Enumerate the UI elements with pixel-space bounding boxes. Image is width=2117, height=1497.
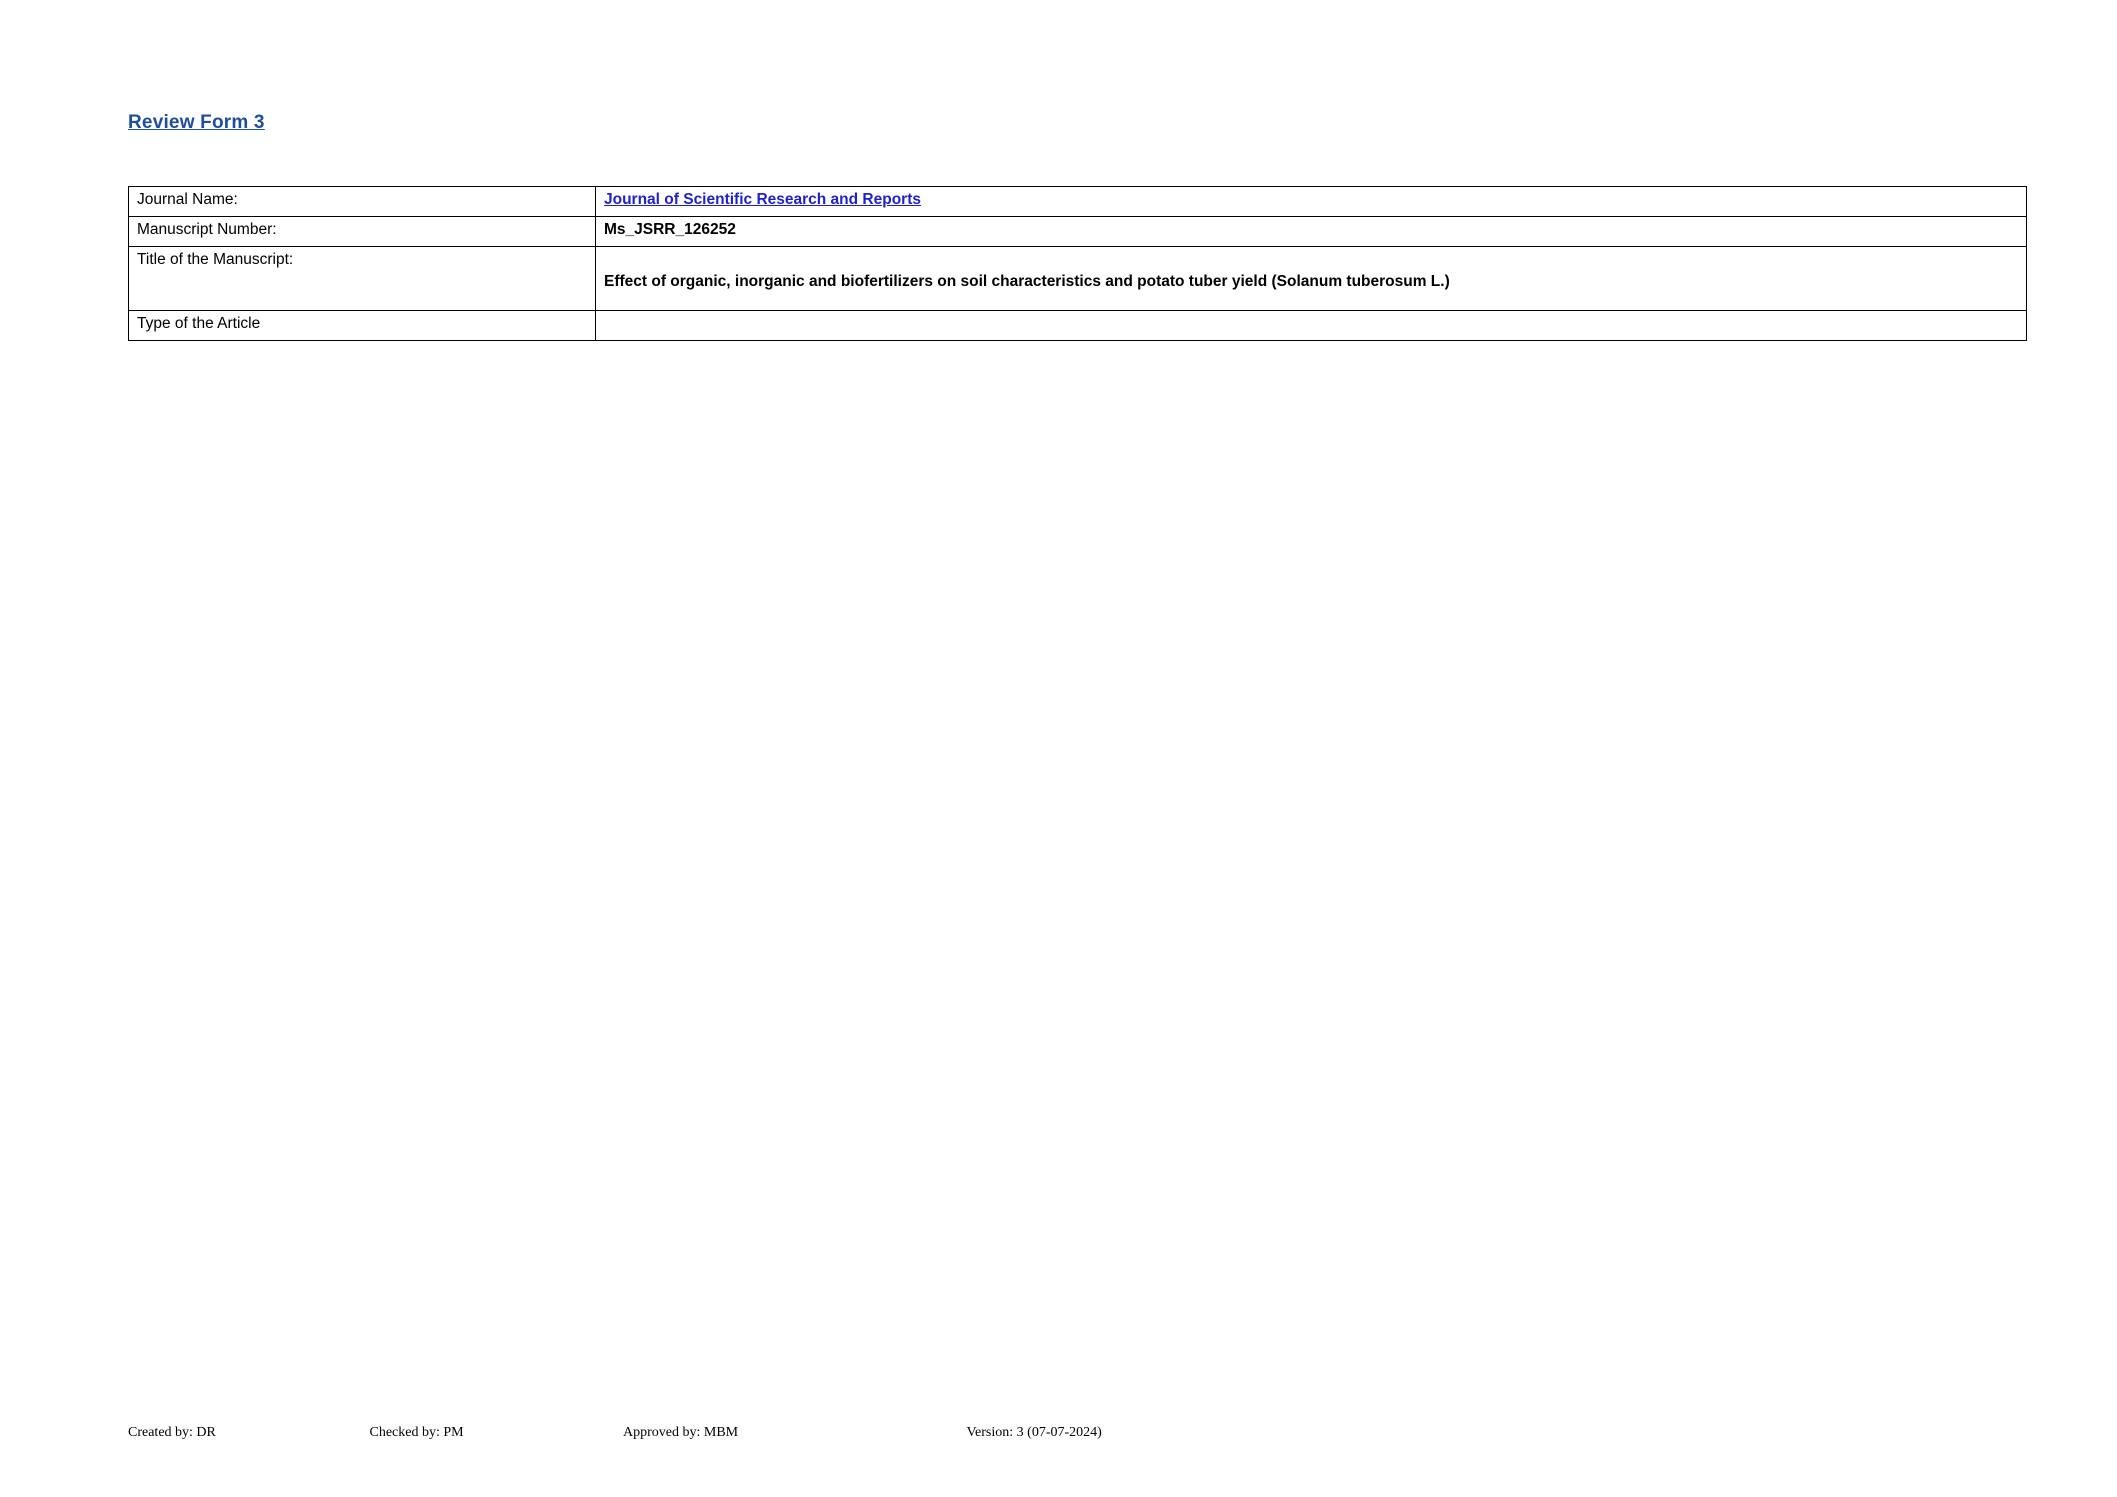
table-row: [129, 311, 2027, 341]
table-row: [129, 247, 2027, 311]
page-footer: [128, 1425, 1996, 1441]
table-row: [129, 187, 2027, 217]
page-title: Review Form 3: [128, 112, 265, 133]
article-type-label: Type of the Article: [129, 311, 596, 341]
table-row: [129, 217, 2027, 247]
manuscript-title-label: Title of the Manuscript:: [137, 251, 294, 268]
manuscript-number-value-cell: [596, 217, 2027, 247]
footer-created-by: Created by: DR: [128, 1425, 216, 1440]
manuscript-metadata-table: [128, 186, 2027, 341]
article-type-value[interactable]: [596, 311, 2027, 341]
manuscript-title-value-cell: [596, 247, 2027, 311]
journal-name-link[interactable]: Journal of Scientific Research and Reports: [604, 191, 921, 208]
manuscript-number-label: Manuscript Number:: [129, 217, 596, 247]
footer-approved-by: Approved by: MBM: [623, 1425, 739, 1440]
journal-name-label: Journal Name:: [129, 187, 596, 217]
manuscript-title-label-cell: [129, 247, 596, 311]
footer-version: Version: 3 (07-07-2024): [966, 1425, 1102, 1440]
journal-name-value-cell: [596, 187, 2027, 217]
footer-checked-by: Checked by: PM: [369, 1425, 464, 1440]
manuscript-number-value: Ms_JSRR_126252: [604, 221, 736, 238]
manuscript-title-value: Effect of organic, inorganic and biofertilizers on soil characteristics and potato tuber yield (Solanum tuberosum L.): [604, 273, 1450, 290]
